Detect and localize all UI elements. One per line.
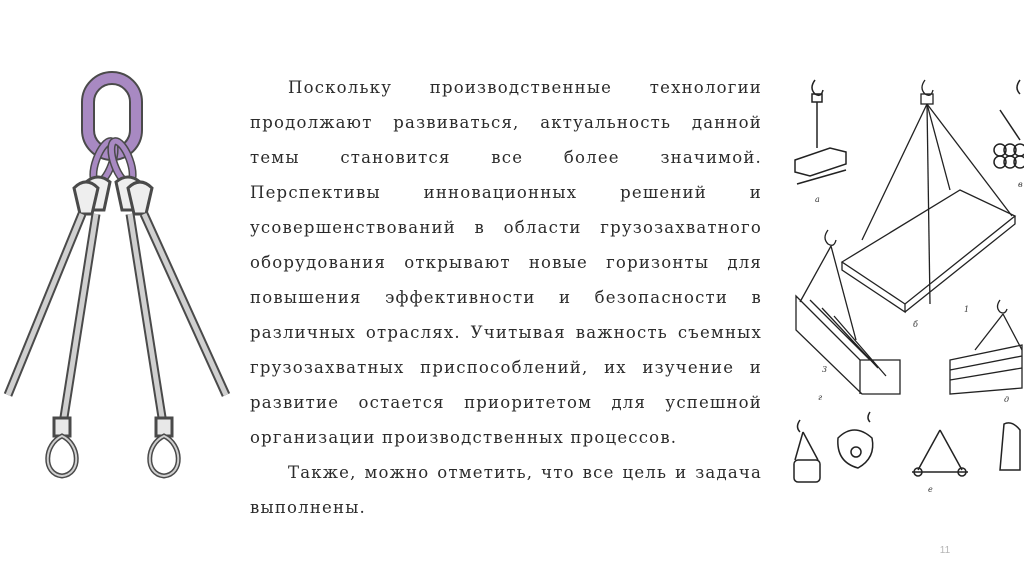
- label-1: 1: [964, 305, 970, 314]
- rig-b: [842, 80, 1015, 329]
- rig-g: [796, 230, 900, 402]
- label-b: б: [913, 320, 918, 329]
- rig-v: [994, 80, 1024, 189]
- page-number: 11: [939, 545, 951, 556]
- label-e: е: [928, 485, 933, 494]
- bottom-eyes: [48, 418, 179, 476]
- label-g: г: [818, 393, 823, 402]
- label-3: 3: [822, 365, 828, 374]
- rig-d: [950, 300, 1022, 404]
- rig-a: [795, 80, 846, 204]
- body-text: [250, 70, 762, 525]
- rig-bottom-row: [794, 412, 1020, 494]
- four-leg-sling-illustration: [0, 70, 235, 490]
- rope-legs: [8, 214, 226, 430]
- rigging-methods-illustration: [785, 70, 1024, 500]
- label-a: а: [815, 195, 820, 204]
- top-thimbles: [74, 177, 152, 214]
- paragraph-conclusion: Также, можно отметить, что все цель и задача выполнены.: [250, 463, 762, 517]
- label-d: д: [1004, 395, 1010, 404]
- label-v: в: [1018, 180, 1023, 189]
- paragraph-main: Поскольку производственные технологии продолжают развиваться, актуальность данной темы становится все более значимой. Перспективы инновационных решений и усовершенствований в области грузозахватного оборудования открывают новые горизонты для повышения эффективности и безопасности в различных отраслях. Учитывая важность съемных грузозахватных приспособлений, их изучение и развитие остается приоритетом для успешной организации производственных процессов.: [250, 78, 762, 447]
